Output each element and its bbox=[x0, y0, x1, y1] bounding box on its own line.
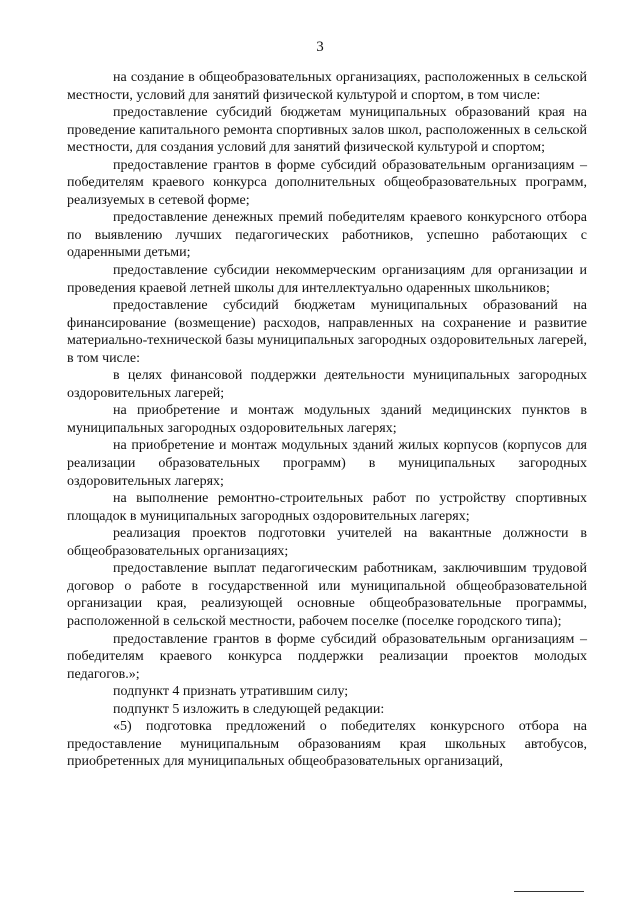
paragraph-8: на приобретение и монтаж модульных зданий медицинских пунктов в муниципальных загородных оздоровительных лагерях; bbox=[67, 403, 587, 436]
paragraph-6: предоставление субсидий бюджетам муниципальных образований на финансирование (возмещение) расходов, направленных на сохранение и развитие материально-технической базы муниципальных загородных оздоровительных лагерей, в том числе: bbox=[67, 298, 587, 366]
paragraph-7: в целях финансовой поддержки деятельности муниципальных загородных оздоровительных лагерей; bbox=[67, 368, 587, 401]
paragraph-12: предоставление выплат педагогическим работникам, заключившим трудовой договор о работе в государственной или муниципальной общеобразовательной организации края, реализующей основные общеобразовательные программы, расположенной в сельской местности, рабочем поселке (поселке городского типа); bbox=[67, 561, 587, 629]
paragraph-2: предоставление субсидий бюджетам муниципальных образований края на проведение капитального ремонта спортивных залов школ, расположенных в сельской местности, для создания условий для занятий физической культурой и спортом; bbox=[67, 105, 587, 156]
paragraph-13: предоставление грантов в форме субсидий образовательным организациям – победителям краевого конкурса поддержки реализации проектов молодых педагогов.»; bbox=[67, 631, 587, 682]
paragraph-3: предоставление грантов в форме субсидий образовательным организациям – победителям краевого конкурса дополнительных общеобразовательных программ, реализуемых в сетевой форме; bbox=[67, 157, 587, 208]
paragraph-4: предоставление денежных премий победителям краевого конкурсного отбора по выявлению лучших педагогических работников, успешно работающих с одаренными детьми; bbox=[67, 210, 587, 261]
paragraph-1: на создание в общеобразовательных организациях, расположенных в сельской местности, условий для занятий физической культурой и спортом, в том числе: bbox=[67, 70, 587, 103]
paragraph-14: подпункт 4 признать утратившим силу; bbox=[113, 684, 349, 700]
paragraph-16: «5) подготовка предложений о победителях конкурсного отбора на предоставление муниципальным образованиям края школьных автобусов, приобретенных для муниципальных общеобразовательных организаций, bbox=[67, 719, 587, 770]
paragraph-11: реализация проектов подготовки учителей на вакантные должности в общеобразовательных организациях; bbox=[67, 526, 587, 559]
paragraph-15: подпункт 5 изложить в следующей редакции: bbox=[113, 701, 385, 717]
paragraph-5: предоставление субсидии некоммерческим организациям для организации и проведения краевой летней школы для интеллектуально одаренных школьников; bbox=[67, 263, 587, 296]
paragraph-9: на приобретение и монтаж модульных зданий жилых корпусов (корпусов для реализации образовательных программ) в муниципальных загородных оздоровительных лагерях; bbox=[67, 438, 587, 489]
footer-rule bbox=[514, 891, 584, 892]
page-number: 3 bbox=[316, 39, 324, 55]
document-body bbox=[67, 69, 587, 771]
paragraph-10: на выполнение ремонтно-строительных работ по устройству спортивных площадок в муниципальных загородных оздоровительных лагерях; bbox=[67, 491, 587, 524]
